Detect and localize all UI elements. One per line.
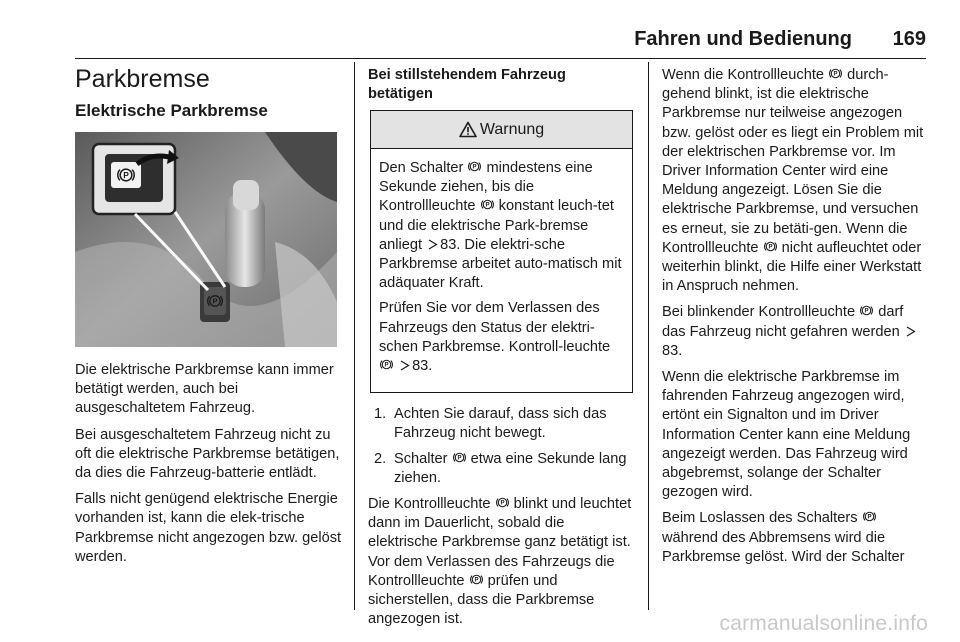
steps-list <box>368 405 634 488</box>
text-span: Prüfen Sie vor dem Verlassen des Fahrzeugs den Status der elektri-schen Parkbremse. Kontroll-leuchte <box>379 300 611 355</box>
parking-brake-icon <box>860 304 873 317</box>
warning-body <box>371 149 632 392</box>
step-number: 2. <box>374 450 387 467</box>
text-span: darf das Fahrzeug nicht gefahren werden <box>662 304 904 340</box>
section-title: Fahren und Bedienung <box>634 28 852 50</box>
text-span: mindestens eine Sekunde ziehen, bis die Kontrollleuchte <box>379 160 593 215</box>
text-span: Beim Loslassen des Schalters <box>662 510 858 527</box>
text-span: während des Abbremsens wird die Parkbremse gelöst. Wird der Schalter <box>662 529 905 565</box>
page-reference-icon <box>400 360 410 371</box>
warning-paragraph <box>379 299 624 376</box>
parking-brake-icon <box>496 496 509 509</box>
text-span: Bei blinkender Kontrollleuchte <box>662 304 856 321</box>
header-rule <box>75 58 926 59</box>
paragraph <box>662 66 928 296</box>
text-span: 83. <box>412 358 433 375</box>
list-item <box>368 405 634 443</box>
warning-paragraph <box>379 159 624 293</box>
text-span: prüfen und sicherstellen, dass die Parkbremse angezogen ist. <box>368 572 595 628</box>
subsection-heading: Elektrische Parkbremse <box>75 101 268 120</box>
warning-triangle-icon <box>459 121 477 138</box>
page-header <box>75 28 926 56</box>
warning-box <box>370 110 633 393</box>
text-span: konstant leuch-tet und die elektrische Park-bremse anliegt <box>379 198 614 253</box>
watermark: carmanualsonline.info <box>719 612 928 635</box>
paragraph <box>368 495 634 629</box>
text-span: nicht aufleuchtet oder weiterhin blinkt, die Hilfe einer Werkstatt in Anspruch nehmen. <box>662 239 922 295</box>
text-span: Wenn die Kontrollleuchte <box>662 67 824 83</box>
column-3 <box>662 66 928 574</box>
column-2 <box>368 66 634 636</box>
parking-brake-icon <box>380 358 393 371</box>
parking-brake-icon <box>764 240 777 253</box>
parking-brake-icon <box>481 198 494 211</box>
parking-brake-icon <box>829 67 842 80</box>
text-span: durch-gehend blinkt, ist die elektrische Parkbremse nur teilweise angezogen bzw. gelöst oder es liegt ein Problem mit der elektrischen Parkbremse vor. Im Driver Information Center wird eine Meldung angezeigt. Lösen Sie die elektrische Parkbremse, und versuchen es erneut, sie zu betäti-gen. Wenn die Kontrollleuchte <box>662 67 924 256</box>
page-reference-icon <box>906 326 916 337</box>
column-divider <box>354 62 355 610</box>
paragraph: Falls nicht genügend elektrische Energie vorhanden ist, kann die elek-trische Parkbremse nicht angezogen bzw. gelöst werden. <box>75 491 342 565</box>
step-number: 1. <box>374 406 387 423</box>
subsection-heading: Bei stillstehendem Fahrzeug betätigen <box>368 67 566 102</box>
paragraph: Bei ausgeschaltetem Fahrzeug nicht zu oft die elektrische Parkbremse betätigen, da dies die Fahrzeug-batterie entlädt. <box>75 426 340 482</box>
warning-header <box>371 111 632 149</box>
paragraph <box>662 509 928 567</box>
text-span: Die Kontrollleuchte <box>368 496 491 513</box>
step-text: Achten Sie darauf, dass sich das Fahrzeug nicht bewegt. <box>394 406 607 442</box>
page-reference-icon <box>428 239 438 250</box>
column-1 <box>75 62 343 574</box>
text-span: Den Schalter <box>379 160 464 176</box>
parking-brake-icon <box>468 160 481 173</box>
page-number: 169 <box>892 28 926 50</box>
paragraph: Die elektrische Parkbremse kann immer betätigt werden, auch bei ausgeschaltetem Fahrzeug. <box>75 362 334 417</box>
text-span: 83. <box>662 342 683 359</box>
step-text: etwa eine Sekunde lang ziehen. <box>394 450 627 486</box>
warning-title: Warnung <box>479 120 545 138</box>
section-heading: Parkbremse <box>75 65 210 93</box>
text-span: 83. Die elektri-sche Parkbremse arbeitet auto-matisch mit adäquater Kraft. <box>379 236 622 292</box>
step-text: Schalter <box>394 450 448 467</box>
paragraph <box>662 303 928 361</box>
list-item <box>368 450 634 488</box>
parking-brake-icon <box>470 573 483 586</box>
column-divider <box>648 62 649 610</box>
parking-brake-photo <box>75 132 337 347</box>
parking-brake-icon <box>863 510 876 523</box>
parking-brake-icon <box>453 451 466 464</box>
paragraph: Wenn die elektrische Parkbremse im fahrenden Fahrzeug angezogen wird, ertönt ein Signalton und im Driver Information Center kann eine Meldung angezeigt werden. Das Fahrzeug wird abgebremst, solange der Schalter gezogen wird. <box>662 369 911 501</box>
text-span: blinkt und leuchtet dann im Dauerlicht, sobald die elektrische Parkbremse ganz betätigt ist. Vor dem Verlassen des Fahrzeugs die Kontrollleuchte <box>368 496 632 589</box>
